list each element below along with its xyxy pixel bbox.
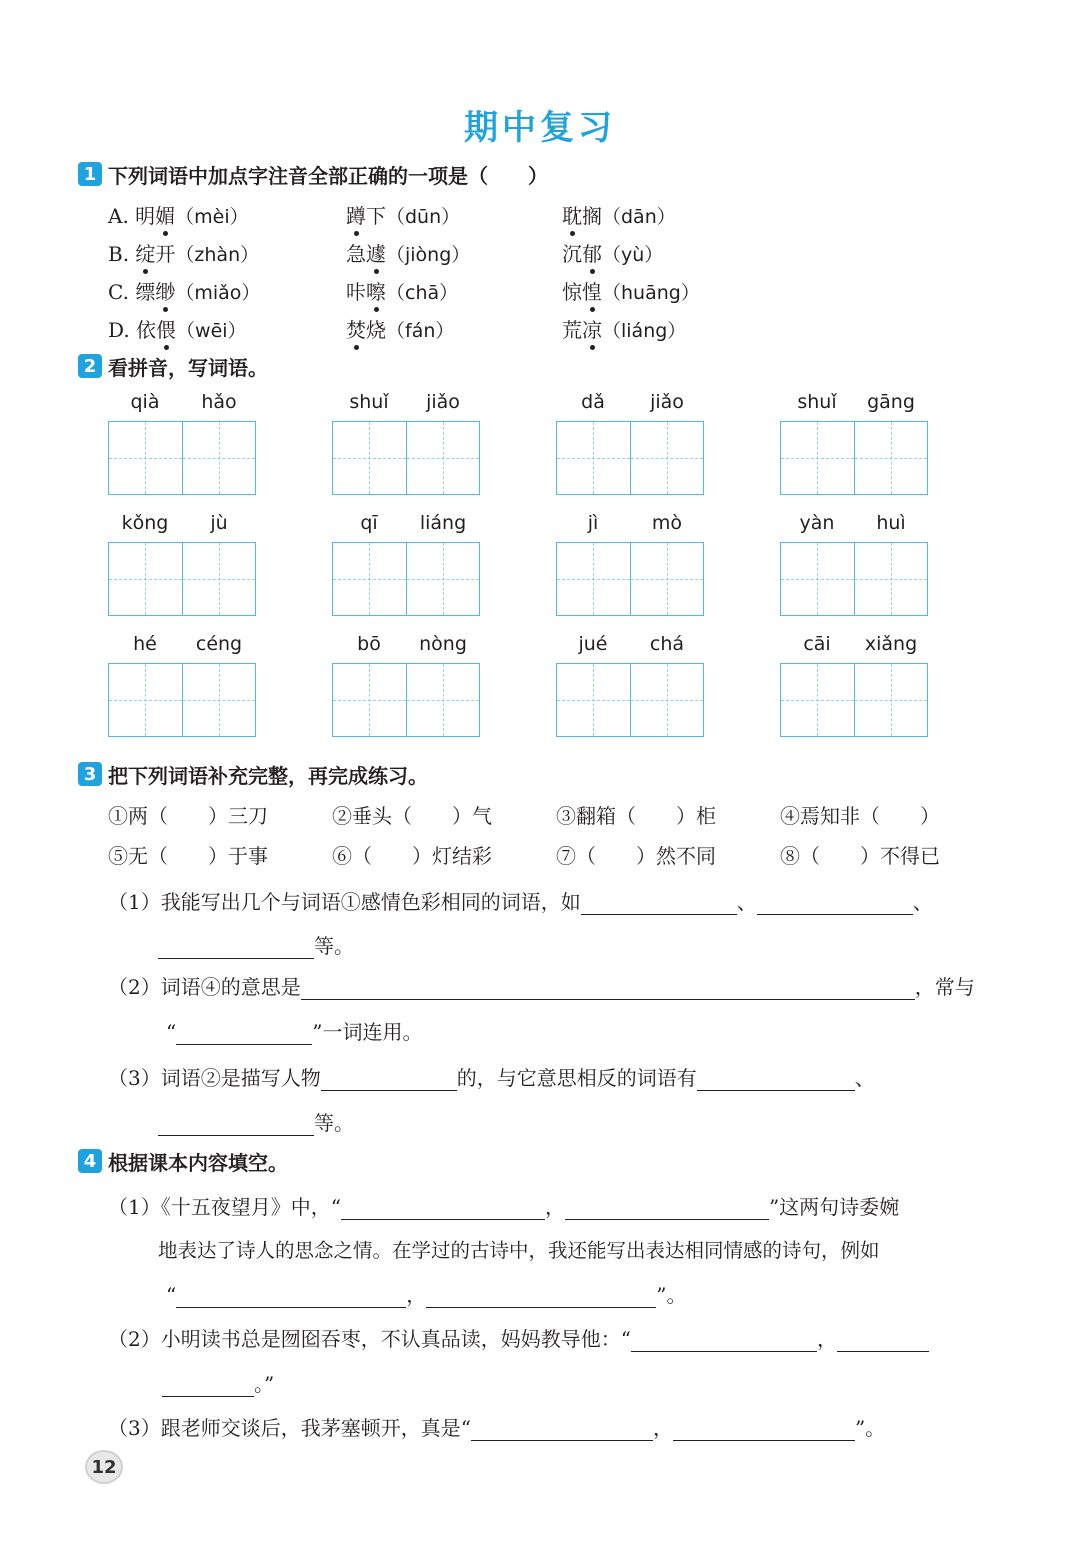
grid-cell[interactable] (109, 664, 182, 736)
answer-blank[interactable] (158, 1113, 314, 1136)
option-letter: A. (108, 204, 129, 228)
character-grid[interactable] (780, 663, 928, 737)
pinyin-annotation: （huāng） (602, 282, 700, 304)
close-quote: ”。 (656, 1283, 687, 1307)
q2-prompt: 看拼音，写词语。 (108, 355, 268, 380)
q3-sub3-middle: 的，与它意思相反的词语有 (456, 1066, 697, 1090)
q1-option-b-word-3 (562, 238, 663, 267)
q1-option-d-word-3 (562, 314, 686, 343)
dotted-char: 焚 (346, 314, 366, 343)
pinyin-label: cāi (803, 633, 831, 655)
q1-option-b-word-2 (346, 238, 470, 267)
close-quote: ”。 (854, 1416, 886, 1440)
q1-option-c-word-3 (562, 276, 700, 305)
pinyin-label: jù (210, 512, 228, 534)
pinyin-label: hé (133, 633, 157, 655)
answer-blank[interactable] (631, 1329, 817, 1352)
q4-number-badge: 4 (78, 1149, 102, 1173)
q1-option-c-word-2 (346, 276, 458, 305)
dotted-char: 惶 (582, 276, 602, 305)
pinyin-annotation: （fán） (386, 320, 455, 342)
dotted-char: 凉 (582, 314, 602, 343)
option-letter: C. (108, 280, 129, 304)
pinyin-annotation: （wēi） (176, 320, 247, 342)
pinyin-label: jì (587, 512, 599, 534)
grid-cell[interactable] (406, 664, 480, 736)
q3-sub2-ending: ”一词连用。 (312, 1020, 423, 1044)
grid-cell[interactable] (630, 664, 704, 736)
character-grid[interactable] (332, 542, 480, 616)
pinyin-annotation: （zhàn） (175, 244, 260, 266)
q4-sub1-line2: 地表达了诗人的思念之情。在学过的古诗中，我还能写出表达相同情感的诗句，例如 (158, 1239, 880, 1262)
option-letter: B. (108, 242, 130, 266)
pinyin-label: shuǐ (797, 391, 837, 413)
q4-sub2-line1 (108, 1323, 929, 1352)
q1-option-b-word-1 (108, 238, 259, 267)
pinyin-label: jiǎo (426, 391, 460, 413)
option-letter: D. (108, 318, 130, 342)
pinyin-label: huì (876, 512, 906, 534)
q3-prompt: 把下列词语补充完整，再完成练习。 (108, 763, 428, 788)
q1-option-d-word-1 (108, 314, 247, 343)
answer-blank[interactable] (341, 1197, 545, 1220)
q4-prompt: 根据课本内容填空。 (108, 1150, 288, 1175)
grid-cell[interactable] (406, 422, 480, 494)
q1-option-a-word-2 (346, 200, 460, 229)
answer-blank[interactable] (673, 1418, 855, 1441)
answer-blank[interactable] (321, 1068, 457, 1091)
answer-blank[interactable] (426, 1285, 656, 1308)
q3-number-badge: 3 (78, 762, 102, 786)
answer-blank[interactable] (757, 892, 913, 915)
grid-cell[interactable] (182, 422, 256, 494)
q3-sub1-ending: 等。 (314, 934, 354, 958)
grid-cell[interactable] (406, 543, 480, 615)
pinyin-label: shuǐ (349, 391, 389, 413)
word-char: 惊 (562, 280, 582, 304)
word-char: 急 (346, 242, 366, 266)
pinyin-label: xiǎng (864, 633, 918, 655)
dotted-char: 媚 (155, 200, 175, 229)
character-grid[interactable] (556, 421, 704, 495)
pinyin-annotation: （dūn） (386, 206, 461, 228)
answer-blank[interactable] (158, 936, 314, 959)
pinyin-label: bō (357, 633, 381, 655)
q3-sub3-line1 (108, 1062, 875, 1091)
answer-blank[interactable] (176, 1285, 406, 1308)
q3-sub1-text: （1）我能写出几个与词语①感情色彩相同的词语，如 (108, 890, 581, 914)
q4-sub1-suffix: ”这两句诗委婉 (768, 1195, 900, 1219)
q4-sub3-text: （3）跟老师交谈后，我茅塞顿开，真是“ (108, 1416, 471, 1440)
word-char: 烧 (366, 318, 386, 342)
grid-cell[interactable] (333, 422, 406, 494)
grid-cell[interactable] (182, 664, 256, 736)
q3-sub3-text: （3）词语②是描写人物 (108, 1066, 321, 1090)
q3-heading (78, 761, 428, 787)
q1-option-a-word-1 (108, 200, 249, 229)
separator: ， (406, 1283, 427, 1307)
answer-blank[interactable] (837, 1329, 929, 1352)
open-quote: “ (166, 1020, 177, 1044)
grid-cell[interactable] (781, 543, 854, 615)
dotted-char: 郁 (582, 238, 602, 267)
pinyin-label: qī (360, 512, 378, 534)
grid-cell[interactable] (630, 543, 704, 615)
pinyin-label: yàn (799, 512, 835, 534)
q3-sub3-line2 (158, 1107, 354, 1136)
idiom-5: ⑤无（ ）于事 (108, 844, 268, 868)
grid-cell[interactable] (854, 664, 928, 736)
pinyin-annotation: （jiòng） (386, 244, 471, 266)
grid-cell[interactable] (557, 664, 630, 736)
q4-sub1-line1 (108, 1191, 899, 1220)
q1-option-a-word-3 (562, 200, 676, 229)
separator: ， (652, 1416, 673, 1440)
q4-sub1-line3 (166, 1279, 686, 1308)
grid-cell[interactable] (781, 422, 854, 494)
pinyin-label: hǎo (201, 391, 237, 413)
grid-cell[interactable] (854, 422, 928, 494)
word-char: 开 (155, 242, 176, 266)
character-grid[interactable] (556, 663, 704, 737)
page-number-badge: 12 (85, 1450, 123, 1484)
grid-cell[interactable] (109, 422, 182, 494)
dotted-char: 缈 (155, 276, 175, 305)
q2-number-badge: 2 (78, 354, 102, 378)
pinyin-label: jué (578, 633, 608, 655)
q2-heading (78, 353, 268, 379)
q4-sub1-text: （1）《十五夜望月》中，“ (108, 1195, 341, 1219)
word-char: 下 (366, 204, 386, 228)
answer-blank[interactable] (176, 1022, 312, 1045)
pinyin-annotation: （chā） (386, 282, 459, 304)
dotted-char: 嚓 (366, 276, 386, 305)
character-grid[interactable] (108, 663, 256, 737)
grid-cell[interactable] (333, 543, 406, 615)
separator: 、 (854, 1066, 875, 1090)
q3-sub2-line2 (166, 1016, 422, 1045)
answer-blank[interactable] (301, 977, 915, 1000)
pinyin-label: mò (651, 512, 683, 534)
pinyin-label: liáng (419, 512, 467, 534)
q3-sub2-suffix: ，常与 (914, 975, 975, 999)
word-char: 依 (136, 318, 157, 342)
pinyin-label: chá (649, 633, 685, 655)
pinyin-label: kǒng (121, 512, 169, 534)
grid-cell[interactable] (182, 543, 256, 615)
character-grid[interactable] (108, 421, 256, 495)
word-char: 沉 (562, 242, 582, 266)
dotted-char: 耽 (562, 200, 582, 229)
grid-cell[interactable] (854, 543, 928, 615)
separator: ， (816, 1327, 837, 1351)
character-grid[interactable] (556, 542, 704, 616)
answer-blank[interactable] (581, 892, 737, 915)
pinyin-annotation: （mèi） (175, 206, 249, 228)
q3-sub2-text: （2）词语④的意思是 (108, 975, 301, 999)
idiom-1: ①两（ ）三刀 (108, 804, 268, 828)
idiom-2: ②垂头（ ）气 (332, 804, 492, 828)
q4-sub3-line1 (108, 1412, 885, 1441)
answer-blank[interactable] (565, 1197, 769, 1220)
q1-heading (78, 161, 548, 187)
dotted-char: 绽 (135, 238, 155, 267)
pinyin-label: dǎ (581, 391, 605, 413)
word-char: 缥 (135, 280, 156, 304)
close-quote: 。” (254, 1372, 275, 1396)
grid-cell[interactable] (781, 664, 854, 736)
pinyin-label: jiǎo (650, 391, 684, 413)
answer-blank[interactable] (471, 1418, 653, 1441)
grid-cell[interactable] (557, 543, 630, 615)
pinyin-label: gāng (867, 391, 915, 413)
word-char: 咔 (346, 280, 366, 304)
q3-sub3-ending: 等。 (314, 1111, 354, 1135)
separator: 、 (912, 890, 933, 914)
q3-sub2-line1 (108, 971, 975, 1000)
word-char: 搁 (582, 204, 602, 228)
word-char: 明 (135, 204, 156, 228)
q1-number-badge: 1 (78, 162, 102, 186)
answer-blank[interactable] (697, 1068, 855, 1091)
page-title: 期中复习 (464, 108, 616, 148)
q4-sub2-text: （2）小明读书总是囫囵吞枣，不认真品读，妈妈教导他：“ (108, 1327, 631, 1351)
word-char: 荒 (562, 318, 582, 342)
idiom-6: ⑥（ ）灯结彩 (332, 844, 492, 868)
pinyin-annotation: （liáng） (602, 320, 687, 342)
q3-sub1-line2 (158, 930, 354, 959)
grid-cell[interactable] (557, 422, 630, 494)
grid-cell[interactable] (333, 664, 406, 736)
separator: ， (544, 1195, 565, 1219)
pinyin-label: qià (130, 391, 160, 413)
grid-cell[interactable] (109, 543, 182, 615)
character-grid[interactable] (780, 542, 928, 616)
pinyin-label: nòng (419, 633, 467, 655)
dotted-char: 遽 (366, 238, 386, 267)
q4-sub2-line2 (162, 1368, 274, 1397)
q1-option-c-word-1 (108, 276, 260, 305)
idiom-7: ⑦（ ）然不同 (556, 844, 716, 868)
separator: 、 (736, 890, 757, 914)
pinyin-annotation: （dān） (602, 206, 676, 228)
open-quote: “ (166, 1283, 177, 1307)
q1-prompt: 下列词语中加点字注音全部正确的一项是（ ） (108, 163, 548, 188)
character-grid[interactable] (332, 663, 480, 737)
q1-option-d-word-2 (346, 314, 454, 343)
dotted-char: 偎 (156, 314, 176, 343)
dotted-char: 蹲 (346, 200, 366, 229)
character-grid[interactable] (108, 542, 256, 616)
answer-blank[interactable] (162, 1374, 254, 1397)
pinyin-annotation: （yù） (602, 244, 664, 266)
idiom-8: ⑧（ ）不得已 (780, 844, 940, 868)
q3-sub1-line1 (108, 886, 933, 915)
idiom-3: ③翻箱（ ）柜 (556, 804, 716, 828)
pinyin-label: céng (195, 633, 243, 655)
grid-cell[interactable] (630, 422, 704, 494)
pinyin-annotation: （miǎo） (175, 282, 261, 304)
character-grid[interactable] (332, 421, 480, 495)
character-grid[interactable] (780, 421, 928, 495)
idiom-4: ④焉知非（ ） (780, 804, 940, 828)
q4-heading (78, 1148, 288, 1174)
